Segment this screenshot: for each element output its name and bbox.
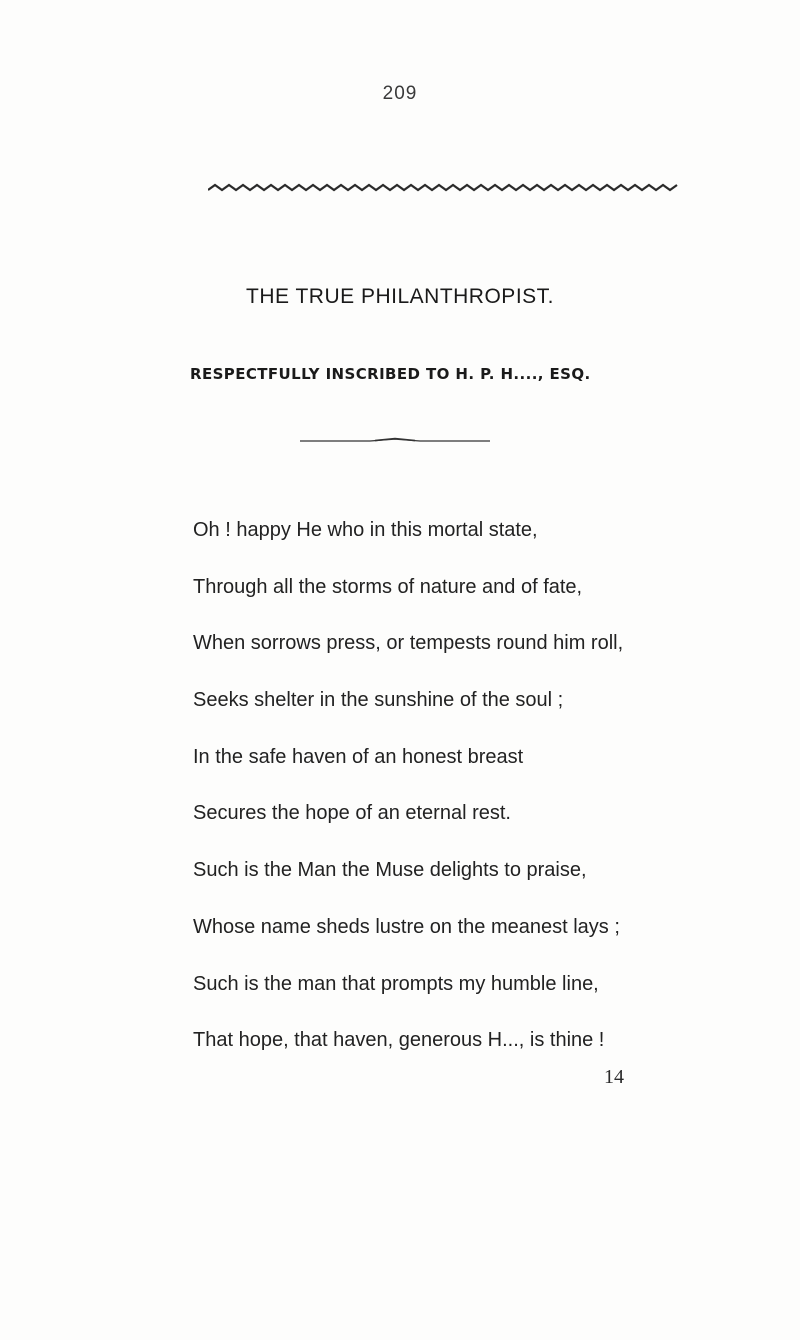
page-number: 209: [382, 83, 418, 104]
poem-line: Such is the man that prompts my humble line,: [193, 972, 599, 995]
signature-mark: 14: [604, 1066, 624, 1088]
poem-line: When sorrows press, or tempests round him roll,: [193, 632, 624, 655]
poem-dedication: RESPECTFULLY INSCRIBED TO H. P. H...., ESQ.: [190, 365, 591, 383]
poem-line: Secures the hope of an eternal rest.: [193, 802, 511, 825]
title-rule: [300, 437, 490, 443]
poem-line: That hope, that haven, generous H..., is thine !: [193, 1029, 605, 1052]
poem-line: Through all the storms of nature and of fate,: [193, 575, 583, 598]
poem-line: In the safe haven of an honest breast: [193, 745, 524, 768]
ornamental-border: [208, 180, 678, 196]
poem-title: THE TRUE PHILANTHROPIST.: [246, 285, 554, 308]
poem-line: Such is the Man the Muse delights to praise,: [193, 859, 587, 882]
poem-line: Whose name sheds lustre on the meanest lays ;: [193, 915, 620, 938]
poem-line: Seeks shelter in the sunshine of the soul ;: [193, 689, 564, 712]
poem-line: Oh ! happy He who in this mortal state,: [193, 519, 538, 541]
poem-body: [193, 515, 793, 1082]
